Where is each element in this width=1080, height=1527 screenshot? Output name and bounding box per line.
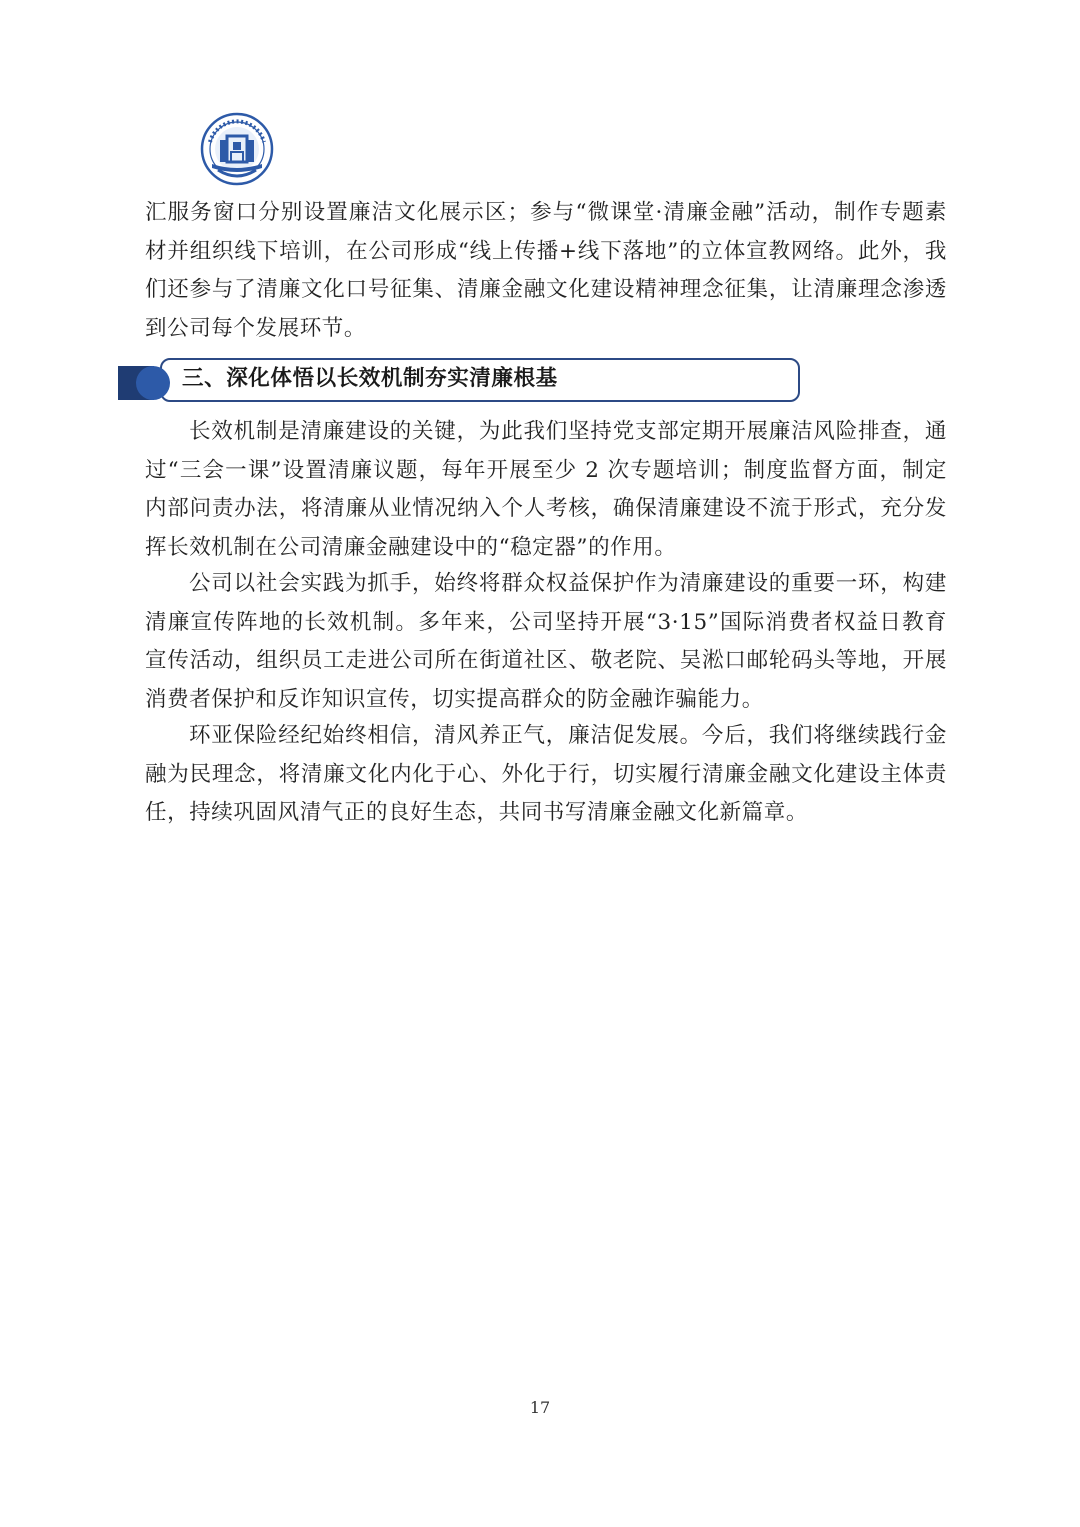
section-heading-text: 三、深化体悟以长效机制夯实清廉根基 xyxy=(182,366,558,391)
company-emblem-icon xyxy=(200,112,274,186)
body-paragraph: 公司以社会实践为抓手，始终将群众权益保护作为清廉建设的重要一环，构建清廉宣传阵地的长效机制。多年来，公司坚持开展“3·15”国际消费者权益日教育宣传活动，组织员工走进公司所在街道社区、敬老院、吴淞口邮轮码头等地，开展消费者保护和反诈知识宣传，切实提高群众的防金融诈骗能力。 xyxy=(145,571,947,712)
page-number: 17 xyxy=(529,1398,551,1417)
body-paragraph: 环亚保险经纪始终相信，清风养正气，廉洁促发展。今后，我们将继续践行金融为民理念，将清廉文化内化于心、外化于行，切实履行清廉金融文化建设主体责任，持续巩固风清气正的良好生态，共同书写清廉金融文化新篇章。 xyxy=(145,723,947,825)
section-heading xyxy=(118,356,802,404)
heading-bullet-icon xyxy=(136,366,170,400)
intro-paragraph: 汇服务窗口分别设置廉洁文化展示区；参与“微课堂·清廉金融”活动，制作专题素材并组织线下培训，在公司形成“线上传播+线下落地”的立体宣教网络。此外，我们还参与了清廉文化口号征集、清廉金融文化建设精神理念征集，让清廉理念渗透到公司每个发展环节。 xyxy=(145,200,947,341)
body-paragraph: 长效机制是清廉建设的关键，为此我们坚持党支部定期开展廉洁风险排查，通过“三会一课”设置清廉议题，每年开展至少 2 次专题培训；制度监督方面，制定内部问责办法，将清廉从业情况纳入个人考核，确保清廉建设不流于形式，充分发挥长效机制在公司清廉金融建设中的“稳定器”的作用。 xyxy=(145,419,947,560)
